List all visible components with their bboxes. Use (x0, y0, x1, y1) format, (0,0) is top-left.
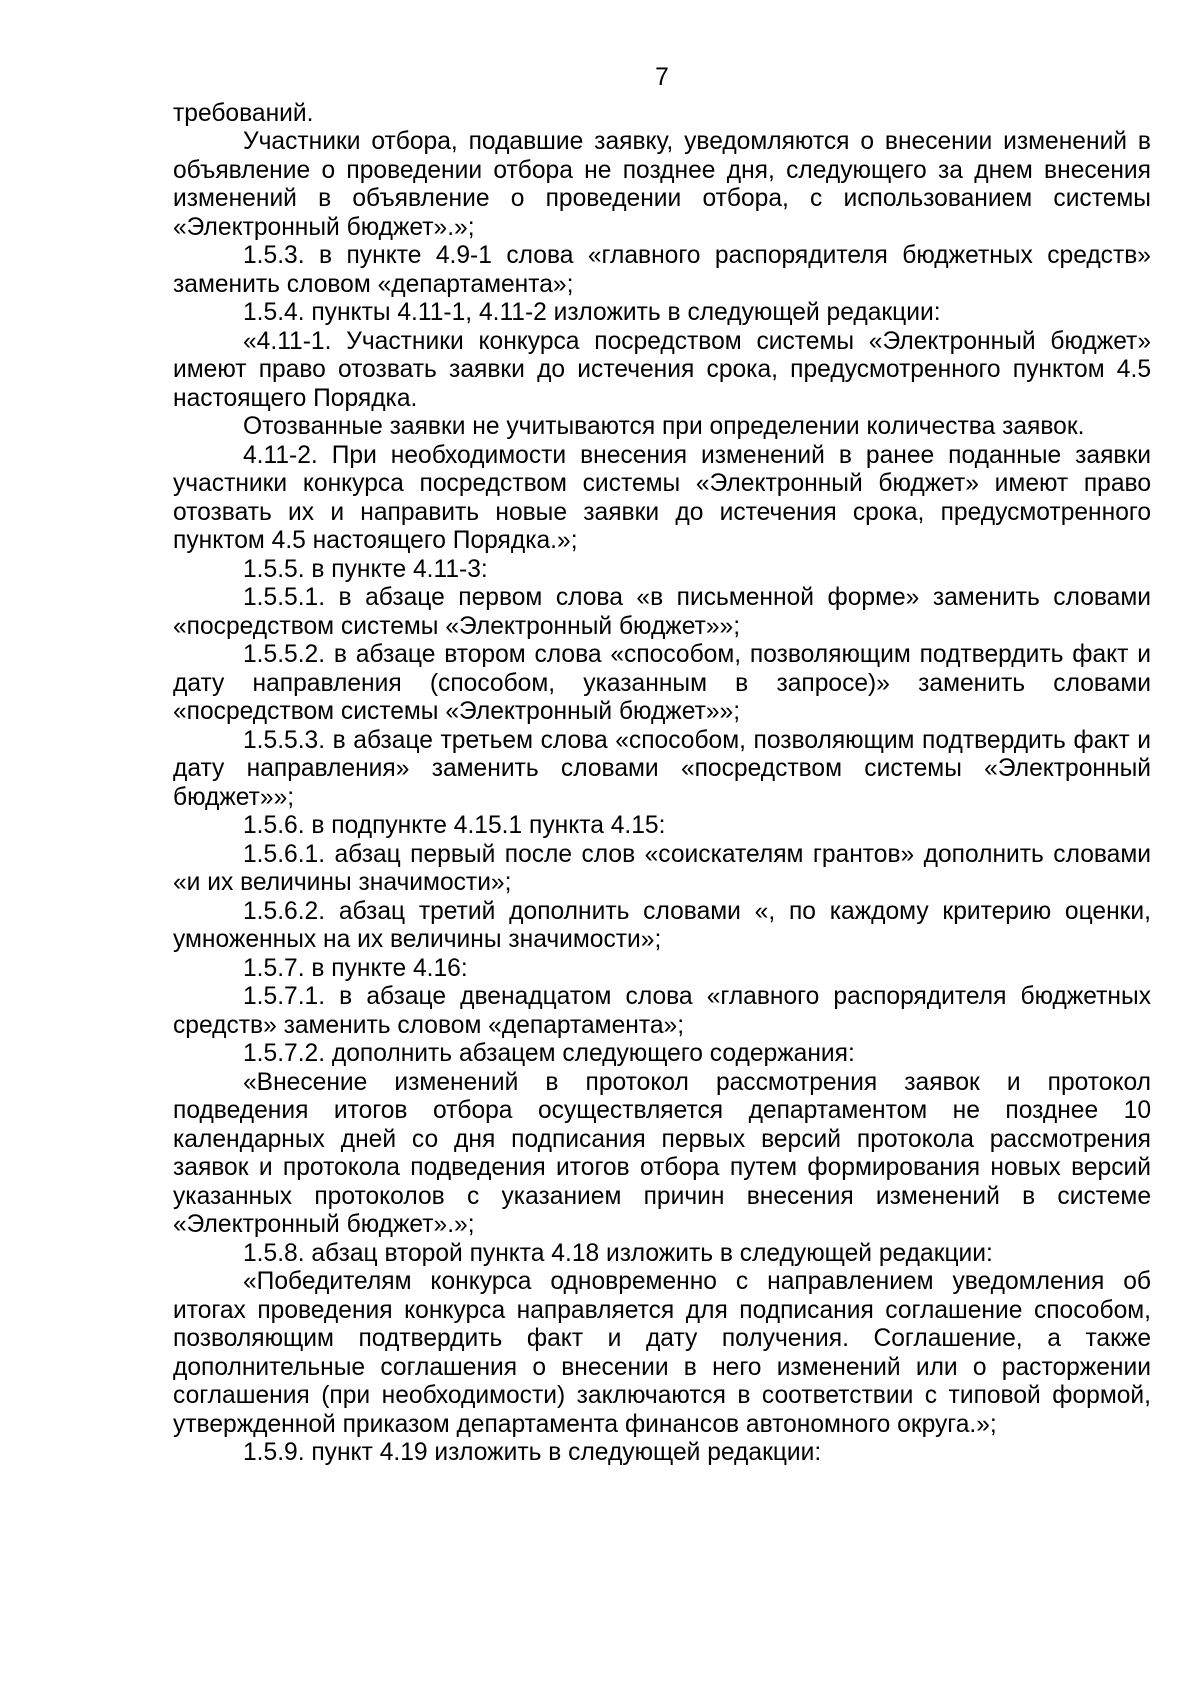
document-page (173, 64, 1151, 1468)
paragraph: 1.5.4. пункты 4.11-1, 4.11-2 изложить в следующей редакции: (243, 299, 941, 326)
paragraph: 1.5.7. в пункте 4.16: (243, 954, 468, 982)
paragraph: 1.5.5.2. в абзаце втором слова «способом, позволяющим подтвердить факт и дату направления (способом, указанным в запросе)» заменить словами «посредством системы «Электронный бюджет»»; (173, 641, 1151, 725)
paragraph: 1.5.5. в пункте 4.11-3: (243, 555, 488, 583)
paragraph: 1.5.8. абзац второй пункта 4.18 изложить в следующей редакции: (243, 1239, 993, 1267)
paragraph: требований. (173, 99, 314, 127)
paragraph: 1.5.6. в подпункте 4.15.1 пункта 4.15: (243, 812, 666, 839)
paragraph: 1.5.7.2. дополнить абзацем следующего содержания: (243, 1040, 855, 1067)
paragraph: 1.5.9. пункт 4.19 изложить в следующей редакции: (243, 1439, 822, 1466)
paragraph: 1.5.6.1. абзац первый после слов «соискателям грантов» дополнить словами «и их величины значимости»; (173, 840, 1151, 896)
paragraph: «Внесение изменений в протокол рассмотрения заявок и протокол подведения итогов отбора осуществляется департаментом не позднее 10 календарных дней со дня подписания первых версий протокола рассмотрения заявок и протокола подведения итогов отбора путем формирования новых версий указанных протоколов с указанием причин внесения изменений в системе «Электронный бюджет».»; (173, 1068, 1151, 1238)
paragraph: «Победителям конкурса одновременно с направлением уведомления об итогах проведения конкурса направляется для подписания соглашение способом, позволяющим подтвердить факт и дату получения. Соглашение, а также дополнительные соглашения о внесении в него изменений или о расторжении соглашения (при необходимости) заключаются в соответствии с типовой формой, утвержденной приказом департамента финансов автономного округа.»; (173, 1268, 1151, 1438)
paragraph: 1.5.7.1. в абзаце двенадцатом слова «главного распорядителя бюджетных средств» заменить словом «департамента»; (173, 983, 1151, 1039)
paragraph: 4.11-2. При необходимости внесения изменений в ранее поданные заявки участники конкурса посредством системы «Электронный бюджет» имеют право отозвать их и направить новые заявки до истечения срока, предусмотренного пунктом 4.5 настоящего Порядка.»; (173, 441, 1151, 554)
paragraph: 1.5.6.2. абзац третий дополнить словами «, по каждому критерию оценки, умноженных на их величины значимости»; (173, 897, 1151, 953)
page-number: 7 (655, 64, 669, 91)
paragraph: 1.5.5.3. в абзаце третьем слова «способом, позволяющим подтвердить факт и дату направления» заменить словами «посредством системы «Электронный бюджет»»; (173, 726, 1151, 811)
paragraph: 1.5.3. в пункте 4.9-1 слова «главного распорядителя бюджетных средств» заменить словом «департамента»; (173, 242, 1151, 298)
paragraph: Отозванные заявки не учитываются при определении количества заявок. (243, 413, 1085, 440)
paragraph: 1.5.5.1. в абзаце первом слова «в письменной форме» заменить словами «посредством системы «Электронный бюджет»»; (173, 584, 1151, 640)
paragraph: «4.11-1. Участники конкурса посредством системы «Электронный бюджет» имеют право отозвать заявки до истечения срока, предусмотренного пунктом 4.5 настоящего Порядка. (173, 327, 1151, 412)
paragraph: Участники отбора, подавшие заявку, уведомляются о внесении изменений в объявление о проведении отбора не позднее дня, следующего за днем внесения изменений в объявление о проведении отбора, с использованием системы «Электронный бюджет».»; (173, 128, 1151, 241)
